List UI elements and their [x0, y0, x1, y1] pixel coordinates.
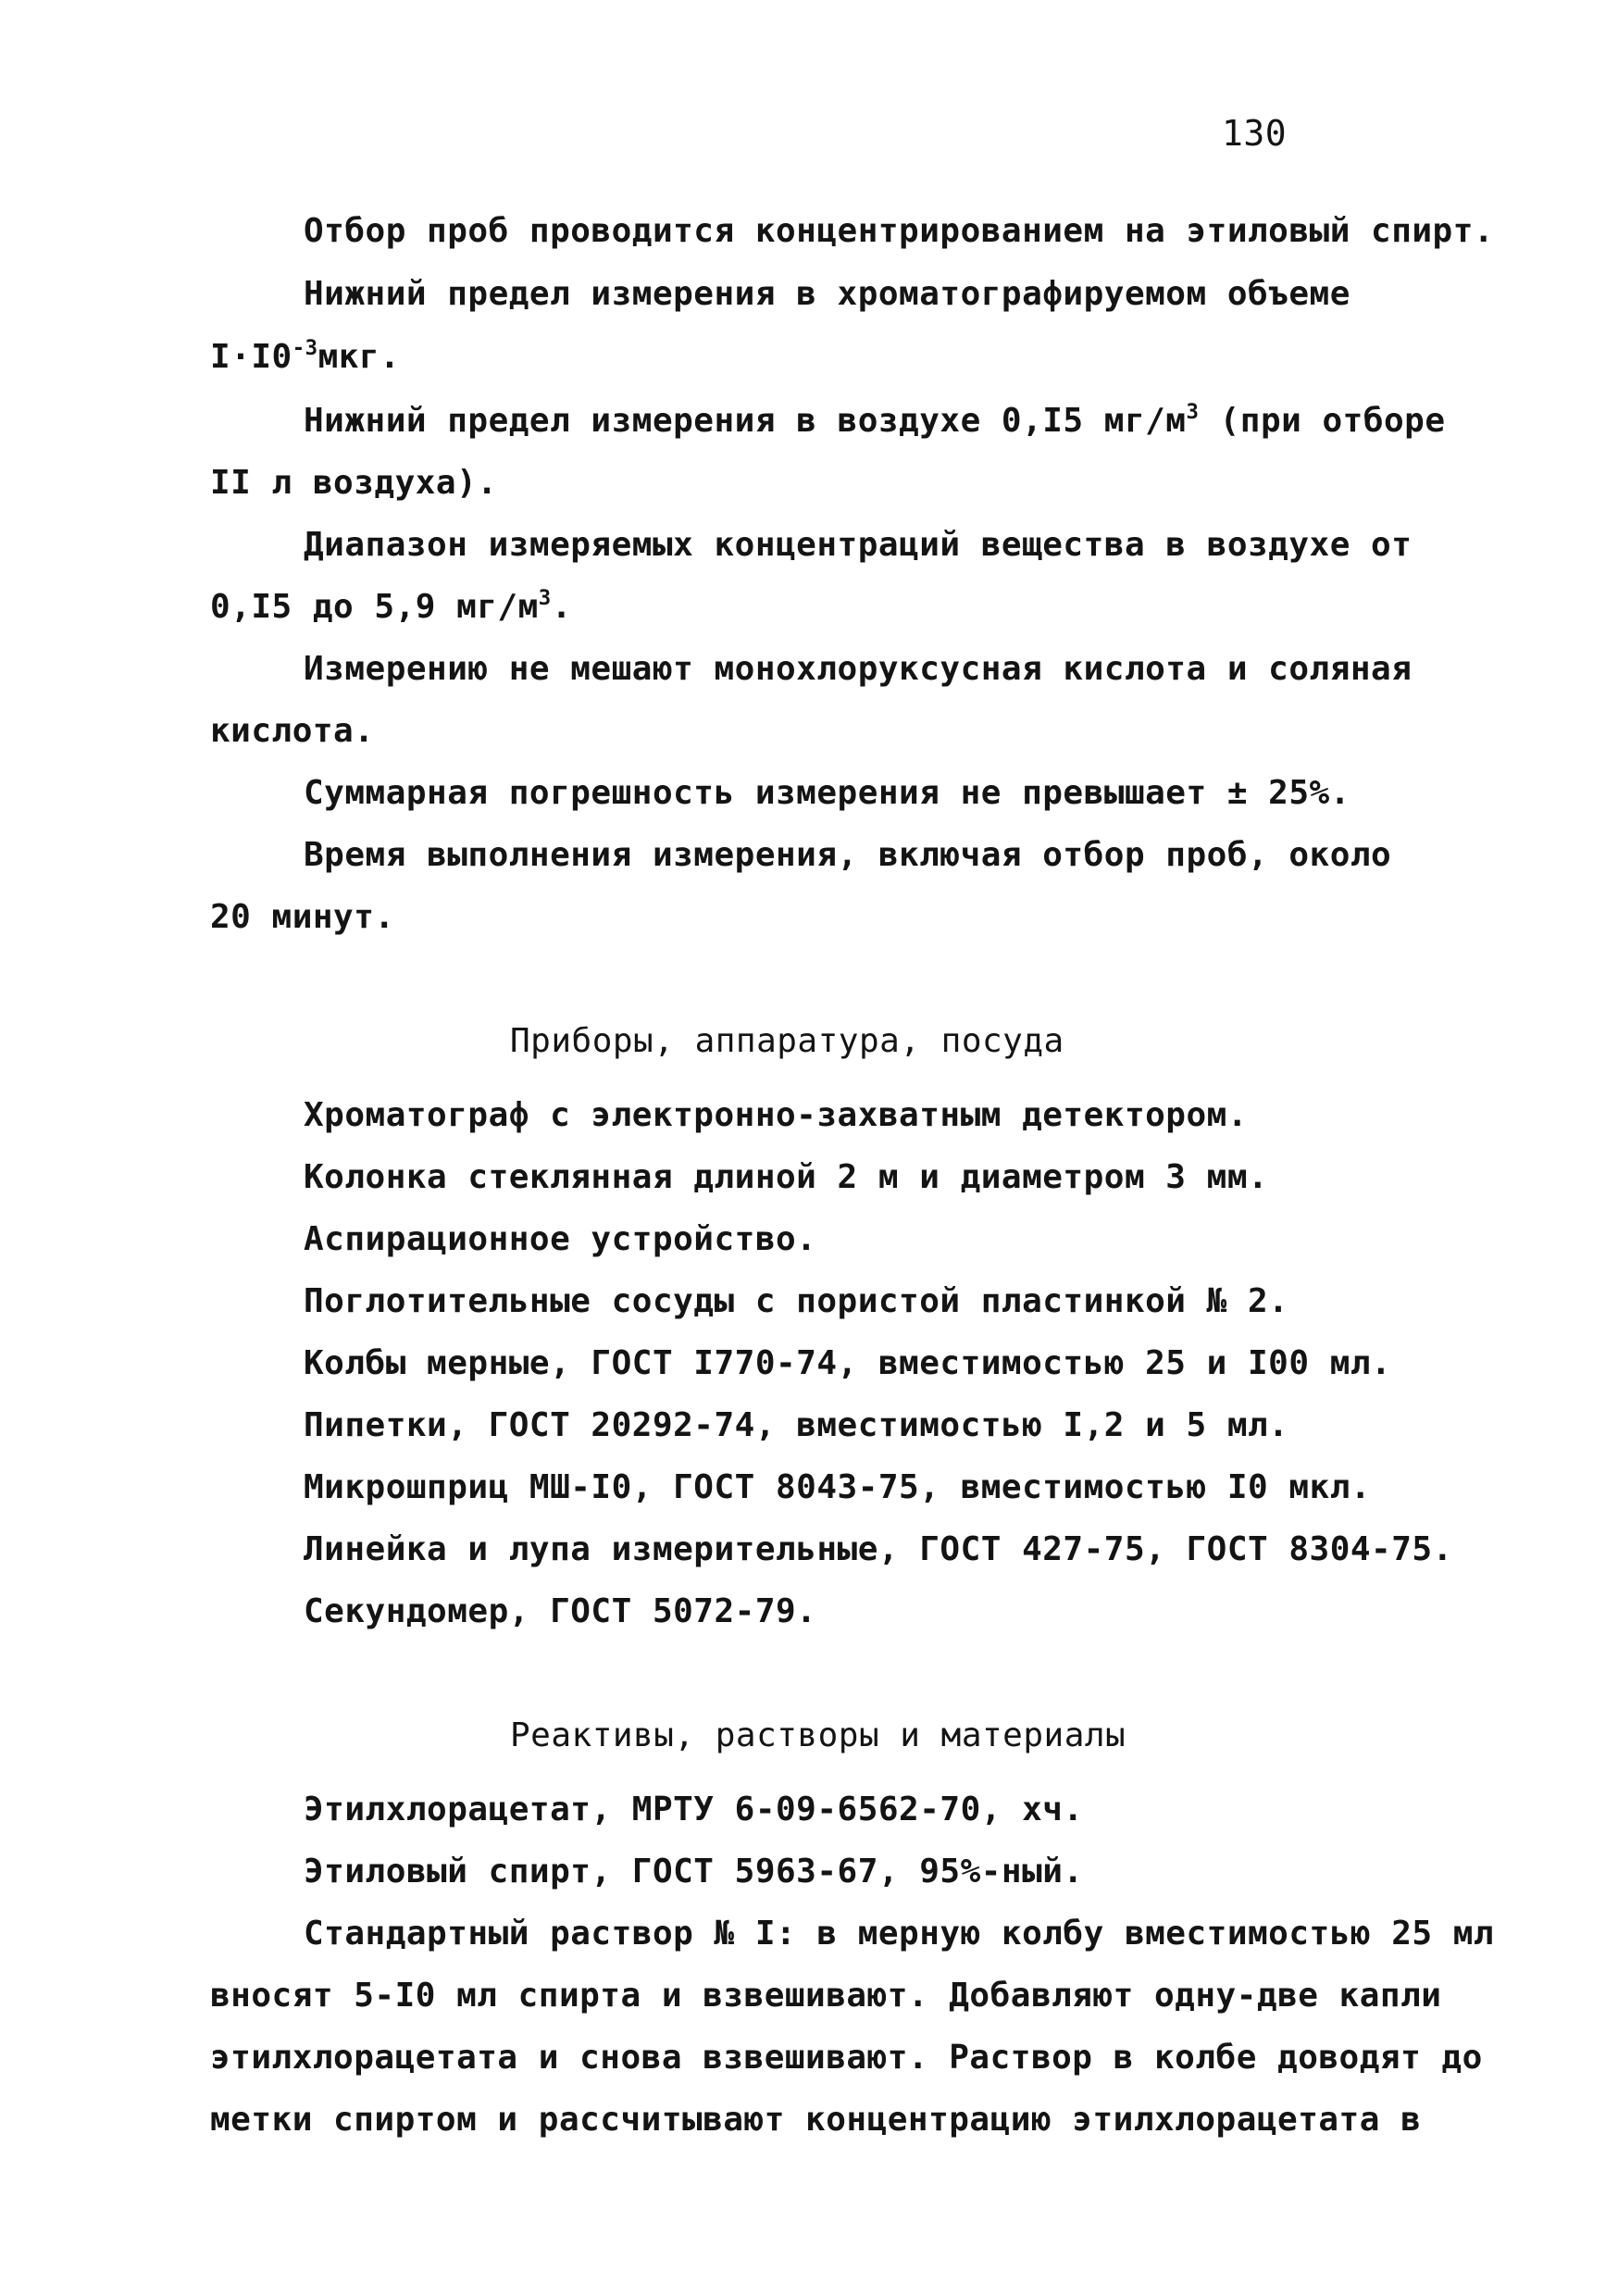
- detection-limit-chromatographed-text: Нижний предел измерения в хроматографируемом объеме: [304, 275, 1350, 313]
- standard-solution-text: этилхлорацетата и снова взвешивают. Раствор в колбе доводят до: [210, 2039, 1483, 2077]
- instrument-item: Пипетки, ГОСТ 20292-74, вместимостью I,2 и 5 мл.: [304, 1406, 1289, 1444]
- instrument-item: Аспирационное устройство.: [304, 1220, 817, 1258]
- instrument-item: Секундомер, ГОСТ 5072-79.: [304, 1592, 817, 1630]
- reagent-item: Этилхлорацетат, МРТУ 6-09-6562-70, хч.: [304, 1791, 1084, 1828]
- error-text: Суммарная погрешность измерения не превышает ± 25%.: [304, 774, 1350, 812]
- duration-value: 20 минут.: [210, 898, 395, 936]
- instrument-item: Микрошприц МШ-I0, ГОСТ 8043-75, вместимостью I0 мкл.: [304, 1468, 1372, 1506]
- interference-text-end: кислота.: [210, 712, 375, 750]
- instrument-item: Колбы мерные, ГОСТ I770-74, вместимостью 25 и I00 мл.: [304, 1344, 1392, 1382]
- instrument-item: Хроматограф с электронно-захватным детектором.: [304, 1096, 1248, 1134]
- standard-solution-text: Стандартный раствор № I: в мерную колбу вместимостью 25 мл: [304, 1915, 1495, 1953]
- instruments-heading: Приборы, аппаратура, посуда: [510, 1022, 1064, 1060]
- instrument-item: Поглотительные сосуды с пористой пластинкой № 2.: [304, 1282, 1289, 1320]
- instrument-item: Колонка стеклянная длиной 2 м и диаметром 3 мм.: [304, 1158, 1269, 1196]
- reagent-item: Этиловый спирт, ГОСТ 5963-67, 95%-ный.: [304, 1853, 1084, 1890]
- page-number: 130: [1222, 113, 1288, 154]
- interference-text: Измерению не мешают монохлоруксусная кислота и соляная: [304, 650, 1413, 688]
- range-value: 0,I5 до 5,9 $мг/м^3$.: [210, 586, 572, 626]
- reagents-heading: Реактивы, растворы и материалы: [510, 1716, 1126, 1754]
- duration-text: Время выполнения измерения, включая отбор проб, около: [304, 836, 1392, 874]
- detection-limit-chromatographed-value: $I\cdot I0^{-3}мкг$.: [210, 336, 401, 376]
- range-text: Диапазон измеряемых концентраций вещества в воздухе от: [304, 526, 1413, 564]
- detection-limit-air-text: Нижний предел измерения в воздухе 0,I5 $мг/м^3$ (при отборе: [304, 400, 1446, 440]
- standard-solution-text: вносят 5-I0 мл спирта и взвешивают. Добавляют одну-две капли: [210, 1977, 1442, 2015]
- standard-solution-text: метки спиртом и рассчитывают концентрацию этилхлорацетата в: [210, 2101, 1422, 2139]
- instrument-item: Линейка и лупа измерительные, ГОСТ 427-75, ГОСТ 8304-75.: [304, 1530, 1453, 1568]
- sampling-text: Отбор проб проводится концентрированием на этиловый спирт.: [304, 212, 1495, 250]
- detection-limit-air-volume: II л воздуха).: [210, 464, 498, 502]
